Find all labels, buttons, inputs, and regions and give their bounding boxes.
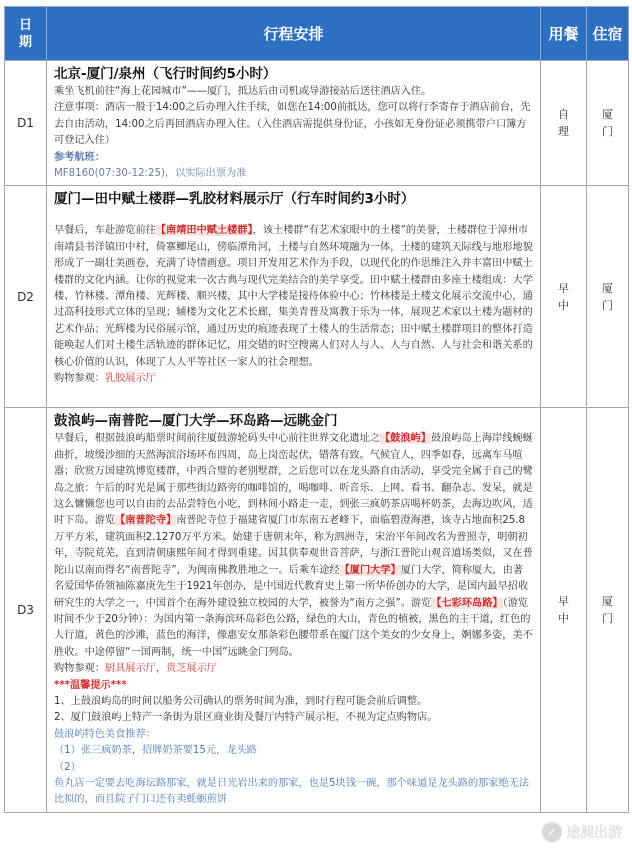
day-cell: D1 (5, 61, 47, 186)
shopping-line: 购物参观：厨具展示厅，贵芝展示厅 (54, 663, 217, 675)
tip-item: 1、上鼓浪屿岛的时间以船务公司确认的票务时间为准，到时行程可能会前后调整。 (54, 695, 428, 707)
day-title: 北京-厦门/泉州（飞行时间约5小时） (54, 66, 277, 82)
highlight-attraction: 【南靖田中赋土楼群】 (155, 225, 253, 237)
tip-item: 2、厦门鼓浪屿上特产一条街为景区商业街及餐厅内特产展示柜，不视为定点购物店。 (54, 712, 438, 724)
paragraph: 注意事项：酒店一般于14:00之后办理入住手续，如您在14:00前抵达，您可以将行李寄存于酒店前台，先去自由活动，14:00之后再回酒店办理入住。（入住酒店需提供身份证，小孩如无身份证必须携带户口簿方可登记入住） (54, 102, 531, 147)
highlight-attraction: 【鼓浪屿】 (380, 433, 431, 445)
day-title: 鼓浪屿—南普陀—厦门大学—环岛路—远眺金门 (54, 413, 338, 430)
highlight-attraction: 【南普陀寺】 (115, 515, 177, 527)
header-hotel: 住宿 (587, 7, 629, 61)
meal-cell: 自 理 (541, 61, 587, 186)
day-title: 厦门—田中赋土楼群—乳胶材料展示厅（行车时间约3小时） (54, 191, 415, 208)
meal-cell: 早 中 (541, 186, 587, 408)
header-itinerary: 行程安排 (47, 7, 541, 61)
paragraph: 早餐后，车赴游览前往【南靖田中赋土楼群】，该土楼群“有艺术家眼中的土楼”的美誉，土楼群位于漳州市南靖县书洋镇田中村，倚寨鲫尾山，傍临潭角河，土楼与自然环境融为一体，土楼的建筑天际线与地形地貌形成了一副壮美画卷，充满了诗情画意。项目开发用艺术作为手段，以现代化的作思维注入并丰富田中赋土楼群的文化内涵。让你的视觉来一次古典与现代完美结合的美学享受。田中赋土楼群由多座土楼组成：大学楼、竹林楼、潭角楼、光辉楼、顺兴楼，其中大学楼是接待体验中心；竹林楼是土楼文化展示交流中心，通过高科技形式立体的呈现；辅楼为文化艺术长廊，集美青普及寓教于乐为一体，展现艺术家以土楼为题材的艺术作品；光辉楼为民俗展示馆，通过历史的痕迹表现了土楼人的生活常态；田中赋土楼群项目的整体打造能唤起人们对土楼生活轨迹的群体记忆，用交错的时空搜离人们对人与人、人与自然、人与社会和谐关系的核心价值的认识，体现了人人平等社区一家人的社会理想。 (54, 225, 533, 368)
watermark-text: 途昶出游 (566, 825, 622, 841)
paragraph: 早餐后，根据鼓浪屿船票时间前往厦鼓游轮码头中心前往世界文化遗址之【鼓浪屿】鼓浪屿岛上海岸线蜿蜒曲折，坡缓沙细的天然海滨浴场环布四周，岛上岗峦起伏，错落有致。气候宜人，四季如春，远离车马喧嚣；欣赏万国建筑博览楼群，中西合璧的老别墅群，之后您可以在龙头路自由活动，享受完全属于自己的鹭岛之旅：午后的时光是属于那些街边路旁的咖啡馆的，喝咖啡、听音乐、上网、看书、翻杂志、发呆，就是这么慵懒您也可以自由的去品尝特色小吃，到林间小路走一走，到张三疯奶茶店喝杯奶茶，去海边吹风，适时下岛。游览【南普陀寺】南普陀寺位于福建省厦门市东南五老峰下，面临碧澄海港，该寺占地面积25.8万平方米，建筑面积2.1270万平方米。始建于唐朝末年，称为泗洲寺，宋治平年间改名为普照寺，明朝初年，寺院荒芜，直到清朝康熙年间才得到重建。因其供奉观世音菩萨，与浙江普陀山观音道场类似，又在普陀山以南而得名“南普陀寺”，为闽南佛教胜地之一。后乘车途经【厦门大学】厦门大学，简称厦大，由著名爱国华侨领袖陈嘉庚先生于1921年创办，是中国近代教育史上第一所华侨创办的大学，是国内最早招收研究生的大学之一，中国首个在海外建设独立校园的大学，被誉为“南方之强”。游览【七彩环岛路】（游览时间不少于20分钟）：为国内第一条海滨环岛彩色公路，绿色的大山，青色的植被，黑色的主干道，红色的人行道，黄色的沙滩，蓝色的海洋，像惠安女那条彩色腰带系在厦门这个美女的少女身上，婀娜多姿，美不胜收。中途停留“一国两制，统一中国”远眺金门列岛。 (54, 433, 533, 658)
day-cell: D3 (5, 408, 47, 812)
header-meals: 用餐 (541, 7, 587, 61)
food-item: 鱼丸店一定要去吃海坛路那家，就是日光岩出来的那家，也是5块钱一碗，那个味道是龙头路的那家绝无法比拟的，而且院子门口还有卖蚝蛎煎饼 (54, 777, 530, 806)
hotel-cell: 厦 门 (587, 408, 629, 812)
itinerary-cell (47, 408, 541, 812)
highlight-attraction: 【七彩环岛路】 (431, 597, 503, 609)
table-header-row (5, 7, 629, 61)
shopping-place: 厨具展示厅，贵芝展示厅 (104, 663, 217, 675)
itinerary-cell (47, 61, 541, 186)
itinerary-cell (47, 186, 541, 408)
tip-heading: ***温馨提示*** (54, 679, 127, 691)
food-item: （2） (54, 761, 81, 773)
table-row (5, 408, 629, 812)
food-item: （1）张三疯奶茶，招牌奶茶要15元，龙头路 (54, 745, 257, 757)
meal-cell: 早 中 (541, 408, 587, 812)
hotel-cell: 厦 门 (587, 61, 629, 186)
header-day: 日 期 (5, 7, 47, 61)
itinerary-table-wrapper (4, 6, 628, 813)
wechat-icon: ✓ (542, 822, 562, 842)
food-heading: 鼓浪屿特色美食推荐： (54, 728, 156, 740)
shopping-place: 乳胶展示厅 (104, 373, 156, 385)
flight-heading: 参考航班： (54, 151, 105, 163)
paragraph: 乘坐飞机前往“海上花园城市”——厦门，抵达后由司机或导游接站后送往酒店入住。 (54, 86, 432, 97)
table-row (5, 186, 629, 408)
itinerary-table (4, 6, 629, 813)
shopping-line: 购物参观：乳胶展示厅 (54, 373, 156, 385)
table-row (5, 61, 629, 186)
flight-info: MF8160(07:30-12:25)，以实际出票为准 (54, 168, 247, 180)
day-cell: D2 (5, 186, 47, 408)
hotel-cell: 厦 门 (587, 186, 629, 408)
watermark (542, 822, 622, 842)
highlight-attraction: 【厦门大学】 (339, 564, 401, 576)
